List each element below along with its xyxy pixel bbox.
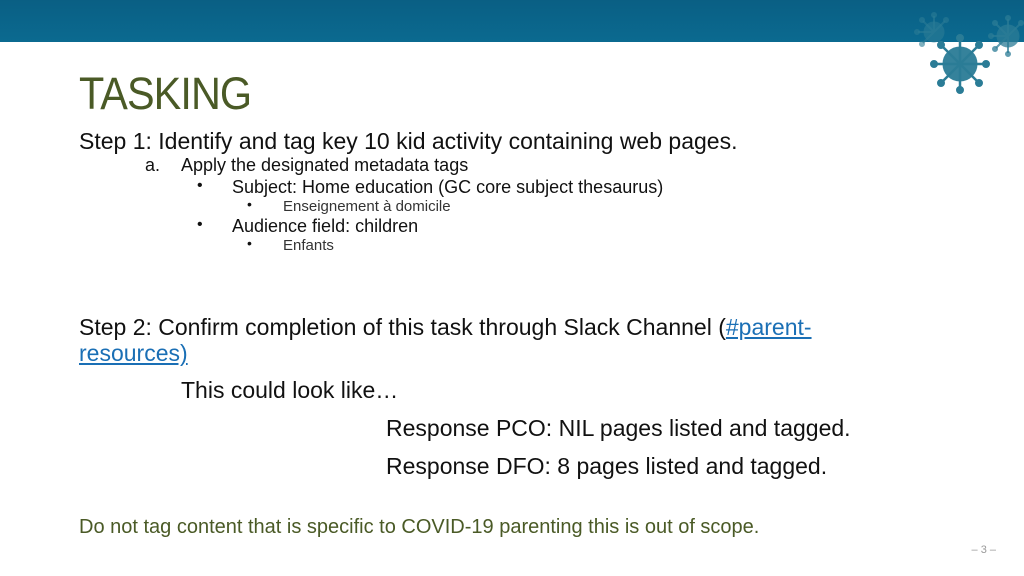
slack-channel-link[interactable]: #parent- xyxy=(725,314,812,340)
header-bar xyxy=(0,0,1024,42)
bullet: • xyxy=(197,177,203,194)
scope-note: Do not tag content that is specific to COVID-19 parenting this is out of scope. xyxy=(79,516,760,538)
example-intro: This could look like… xyxy=(181,377,399,403)
step-1-text: Step 1: Identify and tag key 10 kid activity containing web pages. xyxy=(79,128,738,154)
bullet: • xyxy=(197,216,203,233)
step-2-line-2 xyxy=(79,340,188,367)
subject-tag: Subject: Home education (GC core subject thesaurus) xyxy=(232,177,664,197)
coronavirus-icon xyxy=(906,6,1024,98)
bullet: • xyxy=(247,235,252,251)
step-2-text xyxy=(79,314,812,341)
slack-channel-link-continued[interactable]: resources) xyxy=(79,340,188,366)
audience-tag: Audience field: children xyxy=(232,216,419,236)
response-dfo: Response DFO: 8 pages listed and tagged. xyxy=(386,453,828,479)
subject-tag-french: Enseignement à domicile xyxy=(283,198,451,215)
slide-title: TASKING xyxy=(79,68,252,119)
step-2-prefix: Step 2: Confirm completion of this task through Slack Channel ( xyxy=(79,314,726,340)
bullet: • xyxy=(247,196,252,212)
page-number: – 3 – xyxy=(971,544,996,556)
step-1-a-text: Apply the designated metadata tags xyxy=(181,155,469,175)
step-1-a-marker: a. xyxy=(145,155,161,175)
response-pco: Response PCO: NIL pages listed and tagged. xyxy=(386,415,851,441)
audience-tag-french: Enfants xyxy=(283,237,334,254)
